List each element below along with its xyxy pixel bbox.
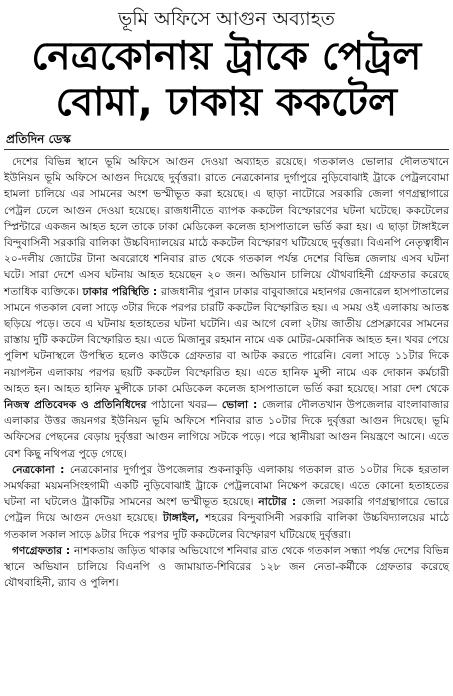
paragraph-text: নাশকতায় জড়িত থাকার অভিযোগে শনিবার রাত থেকে গতকাল সন্ধ্যা পর্যন্ত দেশের বিভিন্ন স্থানে অভিযান চালিয়ে বিএনপি ও জামায়াত-শিবিরের ১২৮ জন নেতা-কর্মীকে গ্রেফতার করেছে যৌথবাহিনী, র‌্যাব ও পুলিশ। bbox=[4, 544, 450, 590]
byline-desk: প্রতিদিন ডেস্ক bbox=[6, 132, 71, 146]
paragraph-text: জেলার দৌলতখান উপজেলার বাংলাবাজার এলাকার উত্তর জয়নগর ইউনিয়ন ভূমি অফিসে শনিবার রাত ১০টার দিকে দুর্বৃত্তরা আগুন দিয়েছে। ভূমি অফিসের পেছনের বেড়ায় দুর্বৃত্তরা আগুন লাগিয়ে সটকে পড়ে। পরে স্থানীয়রা আগুন নিয়ন্ত্রণে আনে। এতে বেশ কিছু নথিপত্র পুড়ে গেছে। bbox=[4, 399, 449, 460]
paragraph-text: রাজধানীর পুরান ঢাকার বাবুবাজারে মহানগর জেনারেল হাসপাতালের সামনে গতকাল বেলা সাড়ে ৩টার দিকে পরপর চারটি ককটেল বিস্ফোরিত হয়। এ সময় ওই এলাকায় আতঙ্ক ছড়িয়ে পড়ে। তবে এ ঘটনায় হতাহতের ঘটনা ঘটেনি। এর আগে বেলা ২টায় জাতীয় প্রেসক্লাবের সামনের রাস্তায় দুটি ককটেল বিস্ফোরিত হয়। এতে মিজানুর রহমান নামে এক মোটর-মেকানিক আহত হন। খবর পেয়ে পুলিশ ঘটনাস্থলে উপস্থিত হলেও কাউকে গ্রেফতার বা আটক করতে পারেনি। বেলা সাড়ে ১১টার দিকে নয়াপল্টন এলাকায় পরপর ছয়টি ককটেল বিস্ফোরিত হয়। এতে হানিফ মুন্সী নামে এক দোকান কর্মচারী আহত হন। আহত হানিফ মুন্সীকে ঢাকা মেডিকেল কলেজ হাসপাতালে ভর্তি করা হয়েছে। সারা দেশ থেকে bbox=[4, 285, 449, 395]
paragraph-text: জেলা সরকারি গণগ্রন্থাগারে ভোরে পেট্রল দিয়ে আগুন দেওয়া হয়েছে। bbox=[4, 496, 449, 525]
article-paragraph bbox=[4, 154, 449, 462]
kicker: ভূমি অফিসে আগুন অব্যাহত bbox=[118, 8, 335, 30]
section-lead-correspondents: নিজস্ব প্রতিবেদক ও প্রতিনিধিদের bbox=[4, 399, 147, 412]
article-paragraph bbox=[4, 543, 449, 592]
article-paragraph bbox=[4, 462, 449, 543]
headline-line-1: নেত্রকোনায় ট্রাকে পেট্রল bbox=[31, 34, 422, 79]
paragraph-text: পাঠানো খবর— bbox=[146, 399, 222, 412]
section-lead-mass-arrest: গণগ্রেফতার : bbox=[12, 544, 74, 557]
article-body bbox=[4, 154, 449, 591]
paragraph-text: শহরের বিন্দুবাসিনী সরকারি বালিকা উচ্চবিদ্যালয়ের মাঠে গতকাল সকাল সাড়ে ৯টার দিকে পরপর দুটি ককটেলের বিস্ফোরণ ঘটিয়েছে দুর্বৃত্তরা। bbox=[4, 512, 450, 541]
section-lead-natore: নাটোর : bbox=[258, 496, 302, 509]
byline-rule bbox=[4, 149, 449, 150]
section-lead-bhola: ভোলা : bbox=[221, 399, 263, 412]
paragraph-text: দেশের বিভিন্ন স্থানে ভূমি অফিসে আগুন দেওয়া অব্যাহত রয়েছে। গতকালও ভোলার দৌলতখানে ইউনিয়ন ভূমি অফিসে আগুন দিয়েছে দুর্বৃত্তরা। রাতে নেত্রকোনার দুর্গাপুরে নুড়িবোঝাই ট্রাকে পেট্রলবোমা হামলা চালিয়ে এর সামনের অংশ ভস্মীভূত করা হয়েছে। এ ছাড়া নাটোরে সরকারি জেলা গণগ্রন্থাগারে পেট্রল ঢেলে আগুন দেওয়া হয়েছে। রাজধানীতে ব্যাপক ককটেল বিস্ফোরণের ঘটনা ঘটেছে। ককটেলের স্প্লিন্টারে একজন আহত হলে তাকে ঢাকা মেডিকেল কলেজ হাসপাতালে ভর্তি করা হয়। এ ছাড়া টাঙ্গাইলে বিন্দুবাসিনী সরকারি বালিকা উচ্চবিদ্যালয়ের মাঠে ককটেল বিস্ফোরণ ঘটিয়েছে দুর্বৃত্তরা। বিএনপি নেতৃত্বাধীন ২০-দলীয় জোটের টানা অবরোধে শনিবার রাত থেকে গতকাল পর্যন্ত দেশের বিভিন্ন জেলায় এসব ঘটনা ঘটে। সারা দেশে এসব ঘটনায় আহত হয়েছেন ২০ জন। অভিযান চালিয়ে যৌথবাহিনী গ্রেফতার করেছে শতাধিক ব্যক্তিকে। bbox=[4, 156, 449, 298]
section-lead-dhaka: ঢাকার পরিস্থিতি : bbox=[82, 285, 161, 298]
headline bbox=[4, 34, 449, 126]
paragraph-text: নেত্রকোনার দুর্গাপুর উপজেলার শুকনাকুড়ি এলাকায় গতকাল রাত ১০টার দিকে হরতাল সমর্থকরা ময়মনসিংহগামী একটি নুড়িবোঝাই ট্রাকে পেট্রলবোমা নিক্ষেপ করেছে। এতে কোনো হতাহতের ঘটনা না ঘটলেও ট্রাকটির সামনের অংশ ভস্মীভূত হয়েছে। bbox=[4, 463, 449, 509]
headline-line-2: বোমা, ঢাকায় ককটেল bbox=[55, 80, 398, 125]
section-lead-tangail: টাঙ্গাইল, bbox=[162, 512, 206, 525]
section-lead-netrokona: নেত্রকোনা : bbox=[12, 463, 70, 476]
